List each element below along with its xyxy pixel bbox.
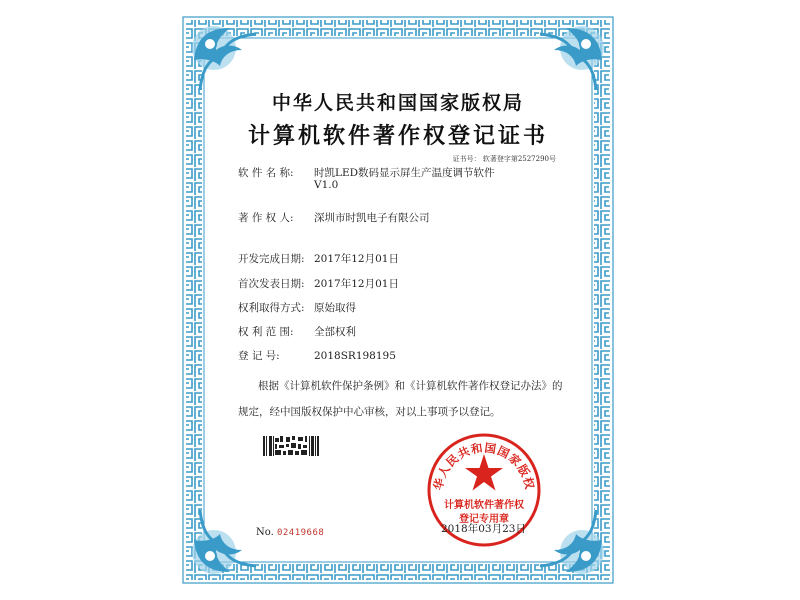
field-rights-scope <box>238 324 356 339</box>
field-registration-number <box>238 348 396 363</box>
seal-text-line-2: 登记专用章 <box>459 514 509 525</box>
certificate-content <box>180 14 616 586</box>
field-label: 登 记 号: <box>238 350 280 362</box>
barcode-icon <box>262 435 320 457</box>
field-label: 软 件 名 称: <box>238 167 294 179</box>
serial-value: 02419668 <box>276 528 325 538</box>
field-value: 时凯LED数码显示屏生产温度调节软件 <box>314 167 495 179</box>
serial-number <box>256 527 324 538</box>
field-copyright-owner <box>238 210 430 225</box>
field-label: 权利取得方式: <box>238 302 305 314</box>
field-publish-date <box>238 276 399 291</box>
issuer-title: 中华人民共和国国家版权局 <box>271 92 524 114</box>
seal-ring-text: 华人民共和国国家版权 <box>430 440 538 492</box>
serial-prefix: No. <box>256 527 274 538</box>
certificate-title: 计算机软件著作权登记证书 <box>247 123 548 149</box>
field-software-version: V1.0 <box>314 179 339 191</box>
legal-paragraph-line-1: 根据《计算机软件保护条例》和《计算机软件著作权登记办法》的 <box>258 380 563 392</box>
field-development-date <box>238 251 399 266</box>
field-value: 深圳市时凯电子有限公司 <box>314 212 430 224</box>
issue-date: 2018年03月23日 <box>441 523 526 535</box>
field-label: 著 作 权 人: <box>238 212 294 224</box>
field-value: 2018SR198195 <box>314 350 396 362</box>
field-value: 2017年12月01日 <box>314 253 399 265</box>
field-label: 权 利 范 围: <box>238 326 294 338</box>
field-value: 全部权利 <box>314 326 356 338</box>
field-label: 开发完成日期: <box>238 253 305 265</box>
field-value: 2017年12月01日 <box>314 278 399 290</box>
legal-paragraph-line-2: 规定，经中国版权保护中心审核，对以上事项予以登记。 <box>238 406 501 418</box>
field-label: 首次发表日期: <box>238 278 305 290</box>
certificate-number: 证书号： 软著登字第2527290号 <box>452 155 556 163</box>
seal-text-line-1: 计算机软件著作权 <box>444 500 524 511</box>
field-value: 原始取得 <box>314 302 356 314</box>
certificate <box>180 14 616 586</box>
field-software-name <box>238 165 495 180</box>
field-acquisition-method <box>238 300 356 315</box>
